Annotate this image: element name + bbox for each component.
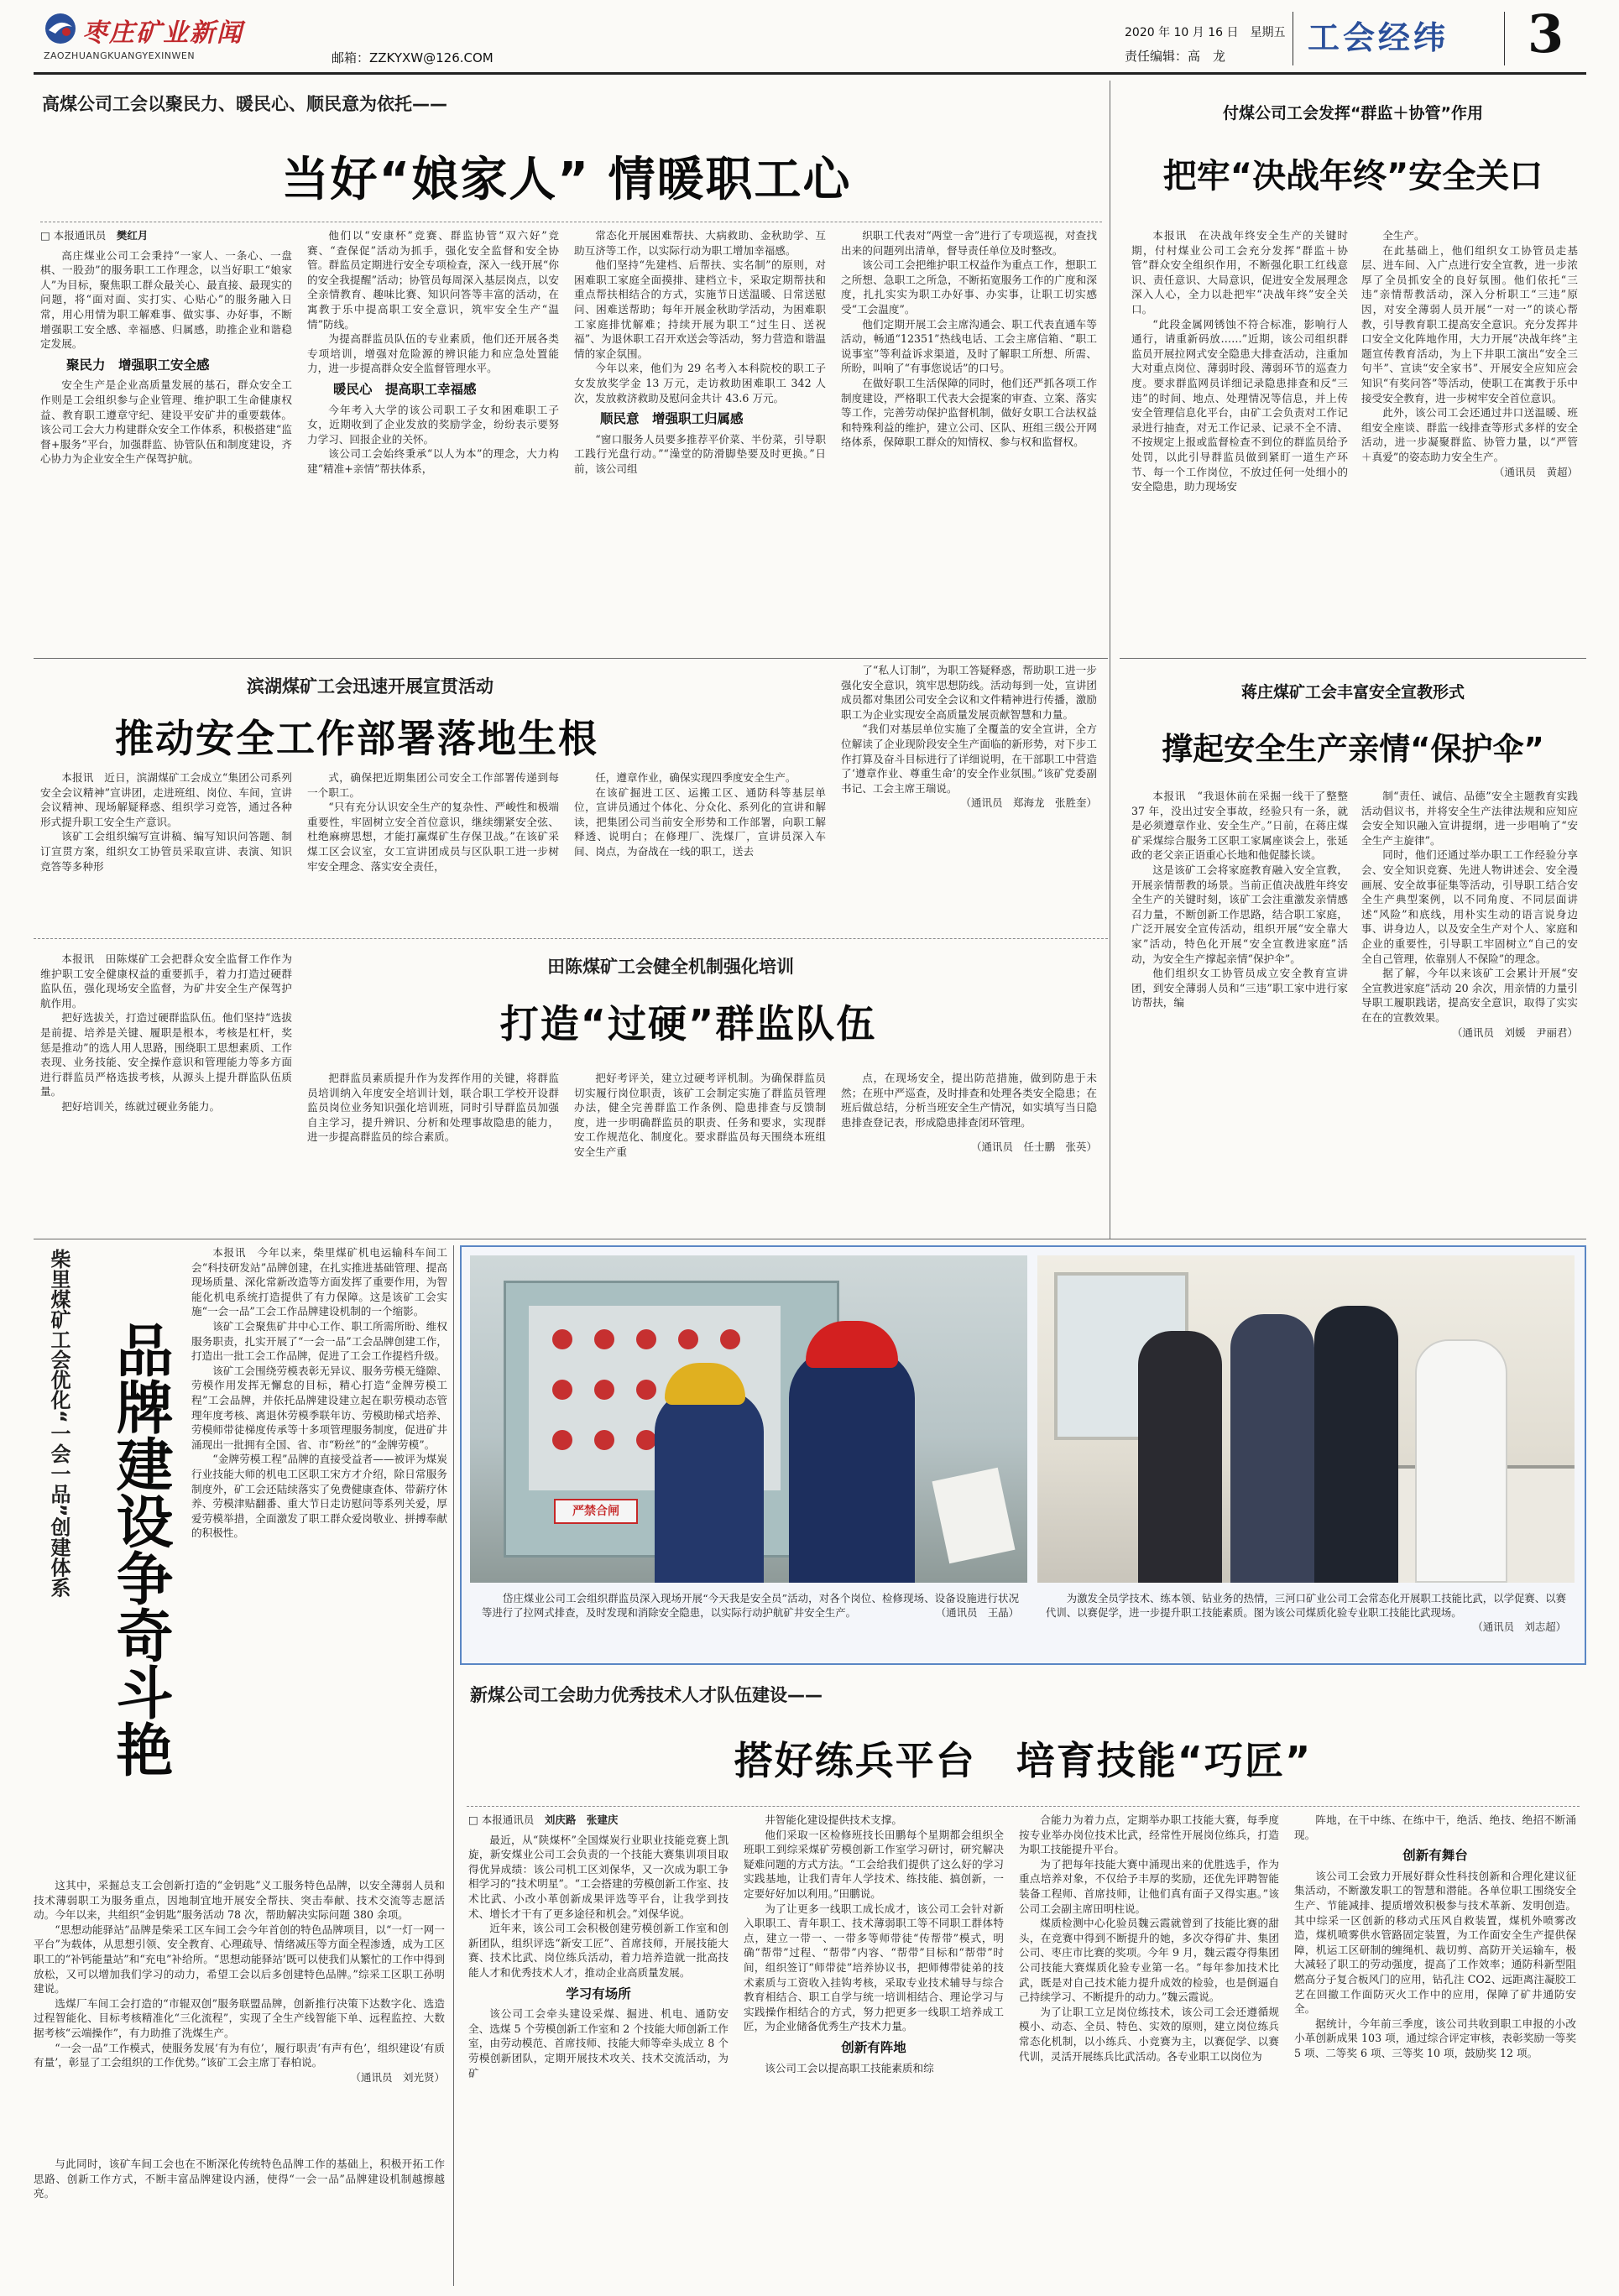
article-column xyxy=(744,1813,1004,2075)
masthead-rule xyxy=(34,72,1586,75)
paragraph: 织职工代表对“两堂一舍”进行了专项巡视，对查找出来的问题列出清单，督导责任单位及时整改。 xyxy=(841,229,1097,257)
clipboard xyxy=(932,1468,1015,1563)
article-chaili xyxy=(34,1245,453,2286)
paragraph: 全生产。 xyxy=(1382,229,1425,242)
paragraph: 他们采取一区检修班技长田鹏每个星期都会组织全班职工到综采煤矿劳模创新工作室学习研讨，研究解决疑难问题的方式方法。“工会给我们提供了这么好的学习实践基地，让我们青年人学技术、练技能、搞创新，一定要好好加以利用。”田鹏说。 xyxy=(744,1828,1004,1900)
section-title: 工会经纬 xyxy=(1308,18,1449,56)
paragraph: 为了让更多一线职工成长成才，该公司工会针对新入职职工、青年职工、技术薄弱职工等不同职工群体特点，建立一带一、一带多等师带徒“传帮带”模式，明确“帮带”过程、“帮带”内容、“帮带”目标和“帮带”时间，组织签订“师带徒”培养协议书，把师傅带徒弟的技术素质与工资收入挂钩考核，采取专业技术辅导与综合教育相结合、职工自学与统一培训相结合、理论学习与实践操作相结合的方式，努力把更多一线职工培养成工匠，为企业储备优秀生产技术力量。 xyxy=(744,1902,1004,2033)
article-column xyxy=(1294,1813,1576,2061)
byline-name: 樊红月 xyxy=(116,229,149,242)
section-subhead: 学习有场所 xyxy=(566,1986,631,2001)
photo-caption xyxy=(482,1591,1019,1620)
article-subtitle: 滨湖煤矿工会迅速开展宣贯活动 xyxy=(247,676,494,697)
article-xinmei xyxy=(460,1672,1586,2293)
paragraph: 高庄煤业公司工会秉持“一家人、一条心、一盘棋、一股劲”的服务职工工作理念，以当好职工“娘家人”为目标，聚焦职工群众最关心、最直接、最现实的问题，将“面对面、实打实、心贴心”的服务融入日常，用心用情为职工解难事、做实事、办好事，不断增强职工安全感、幸福感、归属感，助推企业和谐稳定发展。 xyxy=(40,248,292,351)
article-subtitle: 新煤公司工会助力优秀技术人才队伍建设—— xyxy=(470,1685,823,1705)
paragraph: 该矿工会围绕劳模表彰无异议、服务劳模无缝隙、劳模作用发挥无懈怠的目标，精心打造“金牌劳模工程”工会品牌，并依托品牌建设建立起在职劳模动态管理年度考核、离退休劳模季联年访、劳模助梯式培养、劳模师带徒梯度传承等十多项管理服务制度，促进矿井涌现出一批拥有全国、省、市“粉丝”的“金牌劳模”。 xyxy=(191,1364,447,1451)
masthead xyxy=(34,3,1586,72)
paragraph: 煤质检测中心化验员魏云霞就曾到了技能比赛的甜头，在竞赛中得到不断提升的她，多次夺得矿井、集团公司、枣庄市比赛的奖项。今年 9 月，魏云霞夺得集团公司技能大赛煤质化验专业第一名。“每年参加技术比武，既是对自己技术能力提升成效的检验，也是倒逼自己持续学习、不断提升的动力。”魏云霞说。 xyxy=(1019,1917,1279,2004)
article-subtitle: 柴里煤矿工会优化“一会一品”创建体系 xyxy=(47,1249,71,1598)
article-column xyxy=(468,1813,729,2080)
article-column xyxy=(1361,789,1578,1040)
paragraph: 制“责任、诚信、品德”安全主题教育实践活动倡议书，并将安全生产法律法规和应知应会安全知识融入宣讲提纲，进一步唱响了“安全生产主旋律”。 xyxy=(1361,790,1578,847)
email: 邮箱：ZZKYXW@126.COM xyxy=(332,50,494,65)
article-jiangzhuang xyxy=(1120,663,1586,1234)
paragraph: 把好培训关，练就过硬业务能力。 xyxy=(61,1099,221,1113)
paragraph: “窗口服务人员要多推荐平价菜、半份菜，引导职工践行光盘行动。”“澡堂的防滑脚垫要及时更换。”日前，该公司组 xyxy=(574,432,826,475)
article-column xyxy=(574,770,826,859)
paragraph: 把好考评关，建立过硬考评机制。为确保群监员切实履行岗位职责，该矿工会制定实施了群监员管理办法，健全完善群监工作条例、隐患排查与反馈制度，进一步明确群监员的职责、任务和要求，实现群安工作规范化、制度化。要求群监员每天围绕本班组安全生产重 xyxy=(574,1072,826,1158)
paragraph: 井智能化建设提供技术支撑。 xyxy=(765,1813,902,1826)
article-tianchen xyxy=(34,943,1108,1237)
person-figure xyxy=(1415,1339,1507,1583)
photo-right xyxy=(1037,1255,1575,1583)
paragraph: 常态化开展困难帮扶、大病救助、金秋助学、互助互济等工作，以实际行动为职工增加幸福感。 xyxy=(574,229,826,257)
photo-credit: （通讯员 王晶） xyxy=(935,1606,1019,1619)
article-headline: 品牌建设争奇斗艳 xyxy=(107,1321,173,1777)
byline-name: 刘庆路 张建庆 xyxy=(544,1813,619,1826)
article-column xyxy=(191,1245,447,1541)
paragraph: 今年考入大学的该公司职工子女和困难职工子女，近期收到了企业发放的奖励学金，纷纷表示要努力学习、回报企业的关怀。 xyxy=(307,403,559,446)
photo-box xyxy=(460,1245,1586,1665)
article-column xyxy=(40,952,292,1114)
paragraph: 他们定期开展工会主席沟通会、职工代表直通车等活动，畅通“12351”热线电话、工会主席信箱、“职工说事室”等利益诉求渠道，及时了解职工所想、所需、所盼，叫响了“有事您说话”的口号。 xyxy=(841,317,1097,375)
article-column xyxy=(40,228,292,467)
paragraph: 这是该矿工会将家庭教育融入安全宣教，开展亲情帮教的场景。当前正值决战胜年终安全生产的关键时刻，该矿工会注重激发亲情感召力量，不断创新工作思路，结合职工家庭，广泛开展安全宣传活动，组织开展“安全靠大家”活动，特色化开展“安全宣教进家庭”活动，为安全生产撑起亲情“保护伞”。 xyxy=(1131,863,1348,965)
paragraph: 本报讯 “我退休前在采掘一线干了整整 37 年，没出过安全事故，经验只有一条，就是必须遵章作业、安全生产。”日前，在蒋庄煤矿采煤综合服务工区职工家属座谈会上，张延政的老父亲正语重心长地和他促膝长谈。 xyxy=(1131,790,1348,862)
paragraph: 为提高群监员队伍的专业素质，他们还开展各类专项培训，增强对危险源的辨识能力和应急处置能力，进一步提高群众安全监督管理水平。 xyxy=(307,332,559,375)
vertical-rule xyxy=(453,1245,454,2286)
paragraph: 为了让职工立足岗位练技术，该公司工会还遵循规模小、动态、全员、特色、实效的原则，建立岗位练兵常态化机制，以小练兵、小竞赛为主，以赛促学、以赛代训，灵活开展练兵比武活动。各专业职工以岗位为 xyxy=(1019,2005,1279,2063)
paragraph: 最近，从“陕煤杯”全国煤炭行业职业技能竞赛上凯旋，新安煤业公司工会负责的一个技能大赛集训项目取得优异成绩：该公司机工区刘保华，又一次成为职工争相学习的“技术明星”。“工会搭建的劳模创新工作室、技术比武、小改小革创新成果评选等平台，让我学到技术、增长才干有了更多途径和机会。”刘保华说。 xyxy=(468,1833,729,1920)
article-column xyxy=(307,228,559,477)
article-column xyxy=(307,770,559,874)
paragraph: 据了解，今年以来该矿工会累计开展“安全宣教进家庭”活动 20 余次，用亲情的力量引导职工履职践诺，提高安全意识，取得了实实在在的宣教效果。 xyxy=(1361,967,1578,1024)
paragraph: 把群监员素质提升作为发挥作用的关键，将群监员培训纳入年度安全培训计划，联合职工学校开设群监员岗位业务知识强化培训班，同时引导群监员加强自主学习，提升辨识、分析和处理事故隐患的能力，进一步提高群监员的综合素质。 xyxy=(307,1072,559,1144)
paragraph: 该矿工会聚焦矿井中心工作、职工所需所盼、维权服务职责，扎实开展了“一会一品”工会品牌创建工作，打造出一批工会工作品牌，促进了工会工作提档升级。 xyxy=(191,1319,447,1363)
worker-figure xyxy=(789,1348,915,1583)
article-headline: 搭好练兵平台 培育技能“巧匠” xyxy=(734,1738,1313,1783)
warning-sign: 严禁合闸 xyxy=(554,1499,638,1524)
author-credit: （通讯员 刘媛 尹丽君） xyxy=(1451,1025,1578,1039)
paragraph: 阵地，在干中练、在练中干，绝活、绝技、绝招不断涌现。 xyxy=(1294,1813,1576,1841)
paragraph: “一会一品”工作模式，使服务发展‘有为有位’，履行职责‘有声有色’，组织建设‘有质有量’，彰显了工会组织的工作优势。”该矿工会主席丁春柏说。 xyxy=(34,2041,445,2069)
article-headline: 推动安全工作部署落地生根 xyxy=(115,716,598,761)
paragraph: 该公司工会始终秉承“以人为本”的理念，大力构建“精准+亲情”帮扶体系， xyxy=(307,447,559,475)
photo-credit: （通讯员 刘志超） xyxy=(1472,1620,1566,1633)
article-column xyxy=(1131,228,1348,494)
section-subhead: 暖民心 提高职工幸福感 xyxy=(333,381,477,397)
author-credit: （通讯员 郑海龙 张胜奎） xyxy=(960,796,1097,810)
paragraph: “金牌劳模工程”品牌的直接受益者——被评为煤炭行业技能大师的机电工区职工宋方才介绍，除日常服务制度外，矿工会还陆续落实了免费健康查体、带薪疗休养、劳模津贴翻番、重大节日走访慰问等系列关爱，厚爱劳模举措，全面激发了职工群众爱岗敬业、拼搏奉献的积极性。 xyxy=(191,1453,447,1540)
paragraph: 近年来，该公司工会积极创建劳模创新工作室和创新团队，组织评选“新安工匠”、首席技师，开展技能大赛、技术比武、岗位练兵活动，着力培养造就一批高技能人才和优秀技术人才，推动企业高质量发展。 xyxy=(468,1922,729,1979)
author-credit: （通讯员 刘光贤） xyxy=(350,2070,445,2084)
paragraph: 本报讯 近日，滨湖煤矿工会成立“集团公司系列安全会议精神”宣讲团，走进班组、岗位、车间，宣讲会议精神、现场解疑释惑、组织学习竞答，通过各种形式提升职工安全生产意识。 xyxy=(40,771,292,828)
person-figure xyxy=(1138,1331,1222,1583)
paragraph: 在做好职工生活保障的同时，他们还严抓各项工作制度建设，严格职工代表大会提案的审查、立案、落实等工作，完善劳动保护监督机制，做好女职工合法权益和特殊利益的维护，建立公司、区队、班组三级公开网络体系，保障职工群众的知情权、参与权和监督权。 xyxy=(841,376,1097,449)
paragraph: 任，遵章作业，确保实现四季度安全生产。 xyxy=(595,771,796,784)
paragraph: 把好选拔关，打造过硬群监队伍。他们坚持“选拔是前提、培养是关键、履职是根本，考核是杠杆，奖惩是推动”的选人用人思路，围绕职工思想素质、工作表现、业务技能、安全操作意识和管理能力等多方面进行群监员严格选拔考核，从源头上提升群监队伍质量。 xyxy=(40,1011,292,1098)
paragraph: 与此同时，该矿车间工会也在不断深化传统特色品牌工作的基础上，积极开拓工作思路、创新工作方式，不断丰富品牌建设内涵，使得“一会一品”品牌建设机制越擦越亮。 xyxy=(34,2158,445,2200)
paragraph: 了“私人订制”，为职工答疑释惑，帮助职工进一步强化安全意识，筑牢思想防线。活动每到一处，宣讲团成员都对集团公司安全会议和文件精神进行传播，激励职工为企业实现安全高质量发展贡献智慧和力量。 xyxy=(841,664,1097,721)
paragraph: 这其中，采掘总支工会创新打造的“金钥匙”义工服务特色品牌，以安全薄弱人员和技术薄弱职工为服务重点，因地制宜地开展安全帮扶、突击奉献、技术交流等志愿活动。今年以来，共组织“金钥匙”服务活动 78 次，帮助解决实际问题 380 余项。 xyxy=(34,1879,445,1922)
responsible-editor: 责任编辑：高 龙 xyxy=(1125,49,1226,64)
masthead-divider-2 xyxy=(1504,12,1505,65)
byline-label: □ 本报通讯员 xyxy=(468,1813,535,1826)
paragraph: 他们组织女工协管员成立安全教育宣讲团，到安全薄弱人员和“三违”职工家中进行家访帮扶，编 xyxy=(1131,967,1348,1010)
article-headline: 当好“娘家人” 情暖职工心 xyxy=(281,153,852,207)
paragraph: 本报讯 田陈煤矿工会把群众安全监督工作作为维护职工安全健康权益的重要抓手，着力打造过硬群监队伍，强化现场安全监督，为矿井安全生产保驾护航作用。 xyxy=(40,952,292,1010)
paragraph: “思想动能驿站”品牌是柴采工区车间工会今年首创的特色品牌项目，以“一灯一网一平台”为载体，从思想引领、安全教育、心理疏导、情绪减压等方面全程渗透，成为工区职工的“补钙能量站”和“充电”补给所。“思想动能驿站’既可以使我们从繁忙的工作中得到放松，又可以增加我们学习的动力，希望工会以后多创建特色品牌。”综采工区职工孙明建说。 xyxy=(34,1923,445,1996)
photo-left xyxy=(470,1255,1027,1583)
article-column xyxy=(841,1071,1097,1155)
article-column xyxy=(841,228,1097,450)
paragraph: 选煤厂车间工会打造的“市辊双创”服务联盟品牌，创新推行决策下达数字化、选造过程智能化、目标考核精准化“三化流程”，实现了全生产线智能下单、远程监控、大数据考核“云端操作”，有力助推了洗煤生产。 xyxy=(34,1996,445,2039)
paragraph: 他们以“安康杯”竞赛、群监协管“双六好”竞赛、“查保促”活动为抓手，强化安全监督和安全协管。群监员定期进行安全专项检查，深入一线开展“你的安全我提醒”活动；协管员每周深入基层岗点，以安全亲情教育、趣味比赛、知识问答等丰富的活动，在寓教于乐中提高职工安全意识，筑牢安全生产“温情”防线。 xyxy=(307,229,559,331)
paragraph: 式，确保把近期集团公司安全工作部署传递到每一个职工。 xyxy=(307,771,559,799)
author-credit: （通讯员 任士鹏 张英） xyxy=(970,1140,1097,1154)
paragraph: 安全生产是企业高质量发展的基石，群众安全工作则是工会组织参与企业管理、维护职工生命健康权益、教育职工遵章守纪、建设平安矿井的重要载体。该公司工会大力构建群众安全工作体系，积极搭建“监督+服务”平台，加强群监、协管队伍和制度建设，齐心协力为企业安全生产保驾护航。 xyxy=(40,378,292,466)
paragraph: “此段金属网锈蚀不符合标准，影响行人通行，请重新码放……”近期，该公司组织群监员开展拉网式安全隐患大排查活动，注重加大对重点岗位、薄弱时段、薄弱环节的巡查力度。要求群监网员详细记录隐患排查和反“三违”的时间、地点、处理情况等信息，并上传安全管理信息化平台，由矿工会负责对工作记录进行抽查，对无工作记录、记录不全不清、不按规定上报或监督检查不到位的群监员给予处罚，以此引导群监员做到紧盯一道生产环节、每一个工作岗位，不放过任何一处细小的安全隐患，助力现场安 xyxy=(1131,317,1348,493)
section-subhead: 创新有阵地 xyxy=(841,2039,906,2055)
article-subtitle: 付煤公司工会发挥“群监＋协管”作用 xyxy=(1223,104,1483,123)
person-figure xyxy=(1230,1314,1314,1583)
divider xyxy=(34,938,1108,939)
paragraph: 为了把每年技能大赛中涌现出来的优胜选手，作为重点培养对象，不仅给予丰厚的奖励，还优先评聘智能装备工程师、首席技师，让他们真有面子又得实惠。”该公司工会副主席田明柱说。 xyxy=(1019,1857,1279,1915)
paragraph: 该公司工会牵头建设采煤、掘进、机电、通防安全、选煤 5 个劳模创新工作室和 2 个技能大师创新工作室，由劳动模范、首席技师、技能大师等牵头成立 8 个劳模创新团队，定期开展技术攻关、技术交流活动，为矿 xyxy=(468,2007,729,2079)
article-column xyxy=(34,1878,445,2085)
paragraph: 他们坚持“先建档、后帮扶、实名制”的原则，对困难职工家庭全面摸排、建档立卡，采取定期帮扶和重点帮扶相结合的方式，实施节日送温暖、日常送慰问、困难送帮助；每年开展金秋助学活动，为困难职工家庭排忧解难；持续开展为职工“过生日、送祝福”、为退休职工召开欢送会等活动，努力营造和谐温情的家企氛围。 xyxy=(574,258,826,360)
horizontal-rule xyxy=(1120,658,1586,659)
byline-label: □ 本报通讯员 xyxy=(40,229,107,242)
paragraph: 本报讯 今年以来，柴里煤矿机电运输科车间工会“科技研发站”品牌创建，在扎实推进基础管理、提高现场质量、深化常新改造等方面发挥了重要作用，为智能化机电系统打造提供了有力保障。这是该矿工会实施“一会一品”工会工作品牌建设机制的一个缩影。 xyxy=(191,1246,447,1318)
paragraph: 该公司工会致力开展好群众性科技创新和合理化建议征集活动，不断激发职工的智慧和潜能。各单位职工围绕安全生产、节能减排、提质增效积极参与技术革新、发明创造。其中综采一区创新的移动式压风自救装置，煤机外喷雾改造，煤机喷雾供水管路固定装置，为工作面安全生产提供保障，机运工区研制的缠绳机、裁切剪、高防开关运输车，极大减轻了职工的劳动强度，提高了工作效率；通防科新型阻燃高分子复合板风门的应用，钻孔注 CO2、远距离注凝胶工艺在回撤工作面防灭火工作中的应用，保障了矿井通防安全。 xyxy=(1294,1869,1576,2016)
paragraph: 点，在现场安全，提出防范措施，做到防患于未然；在班中严巡查，及时排查和处理各类安全隐患；在班后做总结，分析当班安全生产情况，如实填写当日隐患排查登记表，形成隐患排查闭环管理。 xyxy=(841,1072,1097,1129)
article-column xyxy=(1019,1813,1279,2064)
article-headline: 把牢“决战年终”安全关口 xyxy=(1162,157,1543,196)
caption-text: 为激发全员学技术、练本领、钻业务的热情，三河口矿业公司工会常态化开展职工技能比武，以学促赛、以赛代训、以赛促学，进一步提升职工技能素质。图为该公司煤质化验专业职工技能比武现场。 xyxy=(1046,1592,1566,1619)
paragraph: 本报讯 在决战年终安全生产的关键时期，付村煤业公司工会充分发挥“群监＋协管”群众安全组织作用，不断强化职工红线意识、责任意识、大局意识，促进安全发展理念深入人心，全力以赴把牢“决战年终”安全关口。 xyxy=(1131,229,1348,316)
section-subhead: 聚民力 增强职工安全感 xyxy=(66,357,210,373)
horizontal-rule xyxy=(34,658,1108,659)
worker-figure xyxy=(655,1390,764,1583)
person-figure xyxy=(1314,1306,1398,1583)
article-column xyxy=(1131,789,1348,1010)
paragraph: 同时，他们还通过举办职工工作经验分享会、安全知识竞赛、先进人物讲述会、安全漫画展、安全故事征集等活动，引导职工结合安全生产典型案例，以不同角度、不同层面讲述“风险”和底线，用朴实生动的语言说身边事、讲身边人，以及安全生产对个人、家庭和企业的重要性，引导职工牢固树立“自己的安全自己管理，依靠别人不保险”的理念。 xyxy=(1361,848,1578,965)
article-column xyxy=(40,770,292,874)
paragraph: 合能力为着力点，定期举办职工技能大赛，每季度按专业举办岗位技术比武，经常性开展岗位练兵，打造为职工技能提升平台。 xyxy=(1019,1813,1279,1856)
paragraph: “只有充分认识安全生产的复杂性、严峻性和极端重要性，牢固树立安全首位意识，继续绷紧安全弦、杜绝麻痹思想，才能打赢煤矿生存保卫战。”在该矿采煤工区会议室，女工宣讲团成员与区队职工进一步树牢安全理念、落实安全责任， xyxy=(307,801,559,873)
paragraph: 该矿工会组织编写宣讲稿、编写知识问答题、制订宣贯方案，组织女工协管员采取宣讲、表演、知识竞答等多种形 xyxy=(40,830,292,873)
article-fumei xyxy=(1120,81,1586,668)
article-subtitle: 高煤公司工会以聚民力、暖民心、顺民意为依托—— xyxy=(42,94,447,114)
article-headline: 打造“过硬”群监队伍 xyxy=(499,1001,877,1046)
issue-date: 2020 年 10 月 16 日 星期五 xyxy=(1125,26,1286,39)
paragraph: 该公司工会把维护职工权益作为重点工作，想职工之所想、急职工之所急，不断拓宽服务工作的广度和深度，扎扎实实为职工办好事、办实事，让职工切实感受“工会温度”。 xyxy=(841,258,1097,316)
article-column xyxy=(574,228,826,477)
article-gaomei xyxy=(34,81,1108,668)
paragraph: 该公司工会以提高职工技能素质和综 xyxy=(765,2061,934,2074)
article-subtitle: 田陈煤矿工会健全机制强化培训 xyxy=(547,957,794,977)
paragraph: 在此基础上，他们组织女工协管员走基层、进车间、入广点进行安全宣教，进一步浓厚了全员抓安全的良好氛围。他们依托“三违”亲情帮教活动，深入分析职工“三违”原因，对安全薄弱人员开展“一对一”的谈心帮教，引导教育职工提高安全意识。充分发挥井口安全文化阵地作用，大力开展“决战年终”主题宣传教育活动，为上下井职工演出“安全三句半”、宣读“安全家书”、开展安全应知应会知识“有奖问答”等活动，使职工在寓教于乐中接受安全教育，进一步树牢安全首位意识。 xyxy=(1361,243,1578,404)
newspaper-title: 枣庄矿业新闻 xyxy=(82,18,243,48)
section-subhead: 顺民意 增强职工归属感 xyxy=(600,411,744,427)
paragraph: 今年以来，他们为 29 名考入本科院校的职工子女发放奖学金 13 万元，走访救助困难职工 342 人次，发放救济救助及慰问金共计 43.6 万元。 xyxy=(574,362,826,404)
divider xyxy=(467,1806,1580,1807)
page-number: 3 xyxy=(1528,3,1564,65)
article-headline: 撑起安全生产亲情“保护伞” xyxy=(1162,731,1544,767)
paragraph: 据统计，今年前三季度，该公司共收到职工申报的小改小革创新成果 103 项，通过综合评定审核，表彰奖励一等奖 5 项、二等奖 6 项、三等奖 10 项，鼓励奖 12 项。 xyxy=(1294,2017,1576,2059)
article-column xyxy=(1361,228,1578,479)
article-column xyxy=(34,2157,445,2201)
paragraph: 在该矿掘进工区、运搬工区、通防科等基层单位，宣讲员通过个体化、分众化、系列化的宣讲和解读，把集团公司当前安全形势和工作部署，向职工解释透、说明白；在修理厂、洗煤厂，宣讲员深入车间、岗点，为奋战在一线的职工，送去 xyxy=(574,785,826,858)
paragraph: “我们对基层单位实施了全覆盖的安全宣讲，全方位解读了企业现阶段安全生产面临的新形势，对下步工作打算及奋斗目标进行了详细说明，在干部职工中营造了‘遵章作业、尊重生命’的安全作业氛围。”该矿党委副书记、工会主席王瑞说。 xyxy=(841,723,1097,795)
paragraph: 此外，该公司工会还通过井口送温暖、班组安全座谈、群监一线排查等形式多样的安全活动，进一步凝聚群监、协管力量，以“严管＋真爱”的姿态助力安全生产。 xyxy=(1361,406,1578,463)
photo-caption xyxy=(1046,1591,1566,1634)
article-column xyxy=(574,1071,826,1160)
section-subhead: 创新有舞台 xyxy=(1402,1848,1468,1864)
article-column xyxy=(307,1071,559,1145)
author-credit: （通讯员 黄超） xyxy=(1493,465,1578,478)
article-column xyxy=(841,663,1097,811)
caption-text: 岱庄煤业公司工会组织群监员深入现场开展“今天我是安全员”活动，对各个岗位、检修现场、设备设施进行状况等进行了拉网式排查，及时发现和消除安全隐患，以实际行动护航矿井安全生产。 xyxy=(482,1592,1019,1619)
article-subtitle: 蒋庄煤矿工会丰富安全宣教形式 xyxy=(1240,683,1465,702)
newspaper-logo-icon xyxy=(44,12,77,45)
newspaper-pinyin: ZAOZHUANGKUANGYEXINWEN xyxy=(44,50,196,61)
